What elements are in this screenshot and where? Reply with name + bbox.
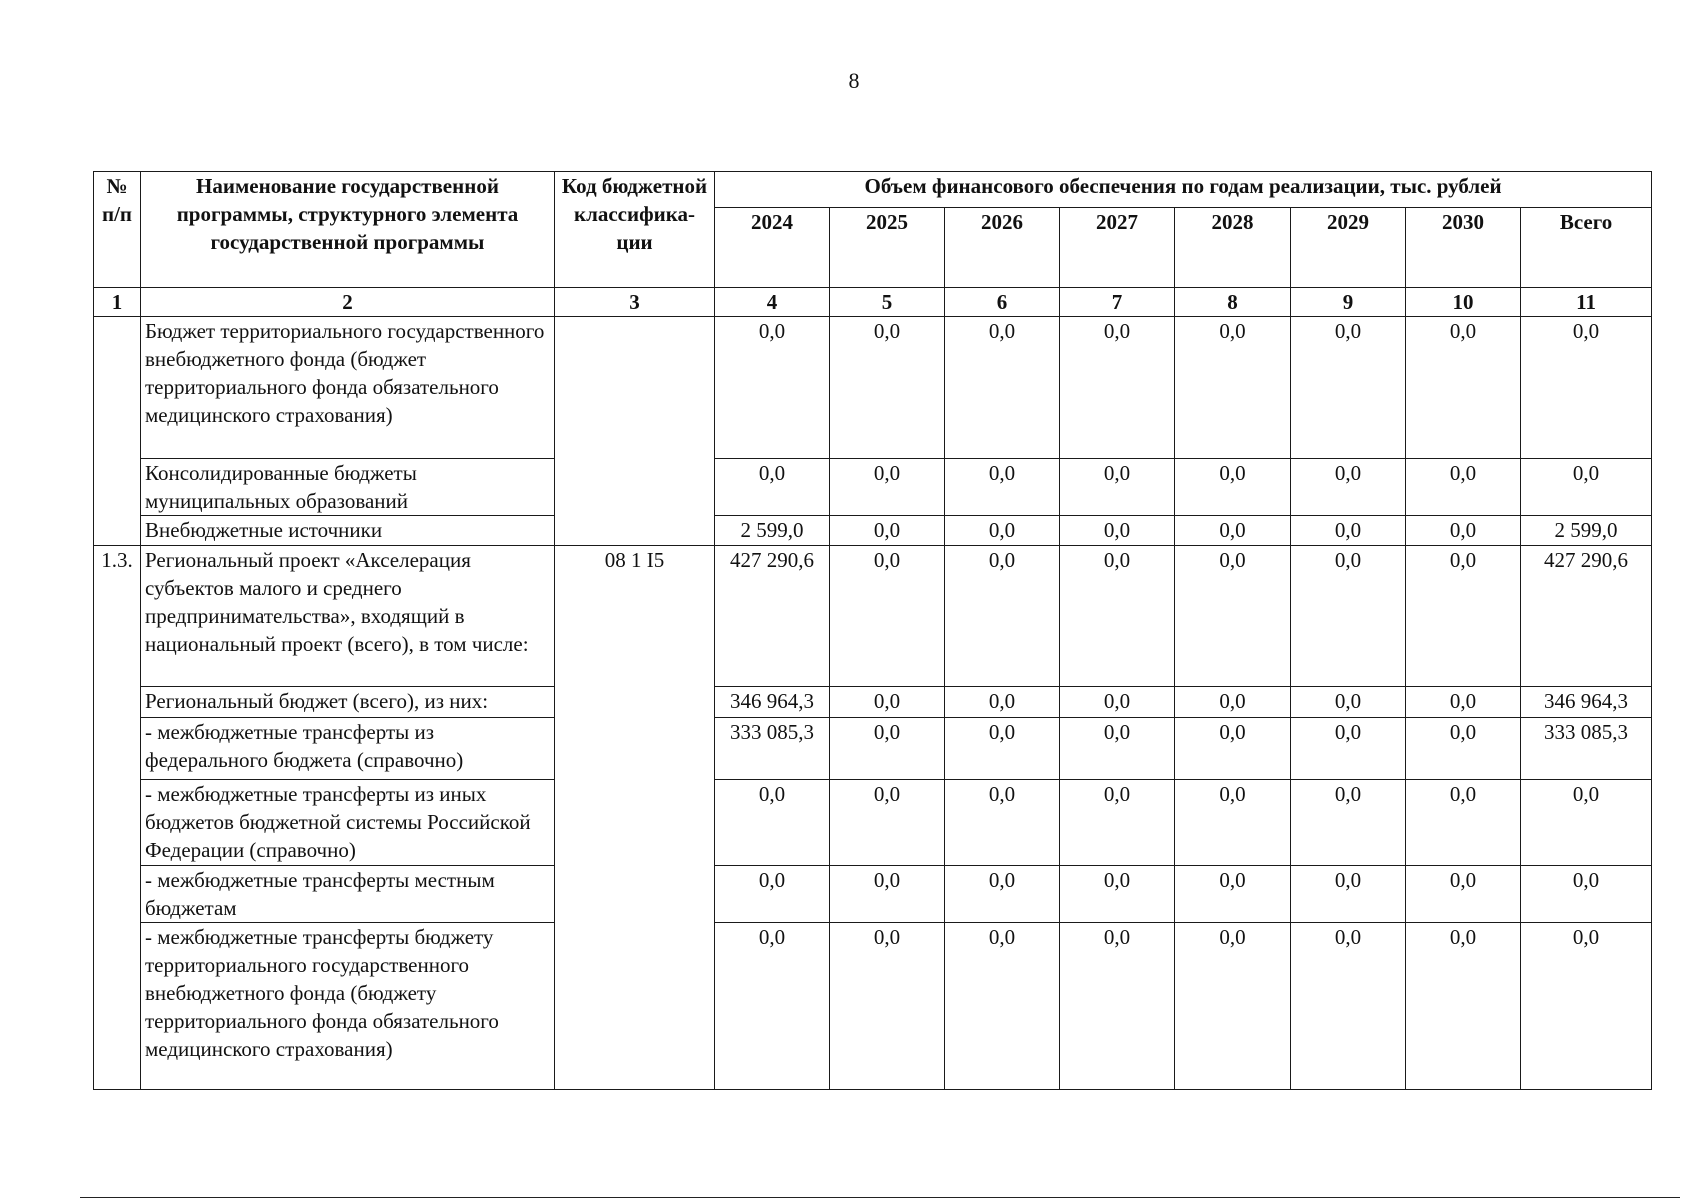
row-code — [555, 317, 715, 546]
column-number: 5 — [830, 288, 945, 317]
cell-value: 0,0 — [715, 780, 830, 866]
cell-value: 0,0 — [715, 317, 830, 459]
column-number: 3 — [555, 288, 715, 317]
column-number: 9 — [1291, 288, 1406, 317]
page-number: 8 — [848, 68, 860, 93]
cell-value: 0,0 — [945, 687, 1060, 718]
row-number — [94, 317, 141, 546]
row-name: Внебюджетные источники — [141, 516, 555, 546]
cell-value: 0,0 — [1291, 459, 1406, 516]
column-number: 11 — [1521, 288, 1652, 317]
cell-value: 0,0 — [715, 866, 830, 923]
header-code: Код бюджетной классифика-ции — [555, 172, 715, 288]
column-number: 4 — [715, 288, 830, 317]
cell-value: 427 290,6 — [715, 546, 830, 687]
cell-value: 0,0 — [830, 546, 945, 687]
cell-value: 0,0 — [715, 923, 830, 1090]
row-name: - межбюджетные трансферты бюджету территориального государственного внебюджетного фонда (бюджету территориального фонда обязательного медицинского страхования) — [141, 923, 555, 1090]
row-name: Консолидированные бюджеты муниципальных образований — [141, 459, 555, 516]
cell-value: 0,0 — [1175, 546, 1291, 687]
table-row — [94, 923, 1652, 1090]
cell-value: 0,0 — [1406, 718, 1521, 780]
cell-value: 0,0 — [1406, 317, 1521, 459]
cell-value: 0,0 — [830, 459, 945, 516]
cell-value: 0,0 — [1291, 516, 1406, 546]
cell-total: 0,0 — [1521, 780, 1652, 866]
cell-value: 0,0 — [945, 317, 1060, 459]
row-name: - межбюджетные трансферты из федерального бюджета (справочно) — [141, 718, 555, 780]
header-year: 2024 — [715, 208, 830, 288]
cell-value: 0,0 — [1175, 317, 1291, 459]
row-name: Бюджет территориального государственного внебюджетного фонда (бюджет территориального фонда обязательного медицинского страхования) — [141, 317, 555, 459]
cell-value: 333 085,3 — [715, 718, 830, 780]
header-year: 2028 — [1175, 208, 1291, 288]
cell-value: 0,0 — [1291, 923, 1406, 1090]
cell-value: 0,0 — [1406, 687, 1521, 718]
header-year: 2029 — [1291, 208, 1406, 288]
cell-value: 0,0 — [1175, 780, 1291, 866]
row-number: 1.3. — [94, 546, 141, 1090]
cell-value: 0,0 — [1406, 546, 1521, 687]
cell-value: 0,0 — [1291, 780, 1406, 866]
row-code: 08 1 I5 — [555, 546, 715, 1090]
cell-value: 0,0 — [1175, 923, 1291, 1090]
cell-value: 0,0 — [945, 516, 1060, 546]
cell-value: 0,0 — [1060, 516, 1175, 546]
header-total: Всего — [1521, 208, 1652, 288]
header-volume: Объем финансового обеспечения по годам реализации, тыс. рублей — [715, 172, 1652, 208]
cell-value: 0,0 — [830, 687, 945, 718]
cell-total: 2 599,0 — [1521, 516, 1652, 546]
cell-value: 0,0 — [1406, 516, 1521, 546]
table-row — [94, 546, 1652, 687]
cell-value: 0,0 — [1291, 317, 1406, 459]
cell-value: 0,0 — [1291, 718, 1406, 780]
row-name: Региональный проект «Акселерация субъектов малого и среднего предпринимательства», входящий в национальный проект (всего), в том числе: — [141, 546, 555, 687]
cell-value: 0,0 — [1175, 687, 1291, 718]
table-row — [94, 459, 1652, 516]
cell-value: 0,0 — [1060, 459, 1175, 516]
cell-value: 0,0 — [945, 718, 1060, 780]
cell-total: 0,0 — [1521, 923, 1652, 1090]
scan-edge-line — [80, 1197, 1680, 1198]
cell-value: 0,0 — [1060, 923, 1175, 1090]
cell-value: 0,0 — [945, 923, 1060, 1090]
header-year: 2026 — [945, 208, 1060, 288]
row-name: - межбюджетные трансферты из иных бюджетов бюджетной системы Российской Федерации (справочно) — [141, 780, 555, 866]
cell-value: 0,0 — [830, 317, 945, 459]
column-number: 1 — [94, 288, 141, 317]
cell-total: 0,0 — [1521, 866, 1652, 923]
header-year: 2025 — [830, 208, 945, 288]
column-number: 8 — [1175, 288, 1291, 317]
header-year: 2027 — [1060, 208, 1175, 288]
cell-value: 0,0 — [1406, 459, 1521, 516]
cell-value: 0,0 — [830, 780, 945, 866]
cell-total: 0,0 — [1521, 317, 1652, 459]
table-row — [94, 516, 1652, 546]
table-row — [94, 718, 1652, 780]
cell-value: 0,0 — [830, 718, 945, 780]
row-name: Региональный бюджет (всего), из них: — [141, 687, 555, 718]
cell-total: 333 085,3 — [1521, 718, 1652, 780]
header-num: № п/п — [94, 172, 141, 288]
table-row — [94, 780, 1652, 866]
cell-total: 427 290,6 — [1521, 546, 1652, 687]
cell-value: 346 964,3 — [715, 687, 830, 718]
cell-value: 0,0 — [1175, 516, 1291, 546]
cell-value: 0,0 — [1406, 780, 1521, 866]
cell-value: 0,0 — [1060, 780, 1175, 866]
cell-value: 0,0 — [1175, 718, 1291, 780]
header-name: Наименование государственной программы, структурного элемента государственной программы — [141, 172, 555, 288]
cell-value: 0,0 — [1060, 866, 1175, 923]
table-row — [94, 866, 1652, 923]
cell-value: 0,0 — [945, 459, 1060, 516]
cell-value: 0,0 — [830, 923, 945, 1090]
cell-total: 0,0 — [1521, 459, 1652, 516]
cell-value: 0,0 — [1060, 718, 1175, 780]
column-number: 2 — [141, 288, 555, 317]
cell-value: 0,0 — [1406, 923, 1521, 1090]
cell-value: 0,0 — [1291, 687, 1406, 718]
cell-value: 0,0 — [830, 516, 945, 546]
column-number: 6 — [945, 288, 1060, 317]
column-number: 7 — [1060, 288, 1175, 317]
cell-value: 0,0 — [1060, 687, 1175, 718]
cell-total: 346 964,3 — [1521, 687, 1652, 718]
column-number: 10 — [1406, 288, 1521, 317]
cell-value: 0,0 — [945, 866, 1060, 923]
header-year: 2030 — [1406, 208, 1521, 288]
cell-value: 0,0 — [1175, 459, 1291, 516]
cell-value: 0,0 — [830, 866, 945, 923]
cell-value: 2 599,0 — [715, 516, 830, 546]
cell-value: 0,0 — [1175, 866, 1291, 923]
cell-value: 0,0 — [1060, 546, 1175, 687]
cell-value: 0,0 — [945, 780, 1060, 866]
financing-table — [93, 171, 1652, 1090]
row-name: - межбюджетные трансферты местным бюджетам — [141, 866, 555, 923]
cell-value: 0,0 — [1060, 317, 1175, 459]
cell-value: 0,0 — [1406, 866, 1521, 923]
cell-value: 0,0 — [1291, 546, 1406, 687]
cell-value: 0,0 — [945, 546, 1060, 687]
cell-value: 0,0 — [1291, 866, 1406, 923]
cell-value: 0,0 — [715, 459, 830, 516]
table-row — [94, 317, 1652, 459]
table-row — [94, 687, 1652, 718]
